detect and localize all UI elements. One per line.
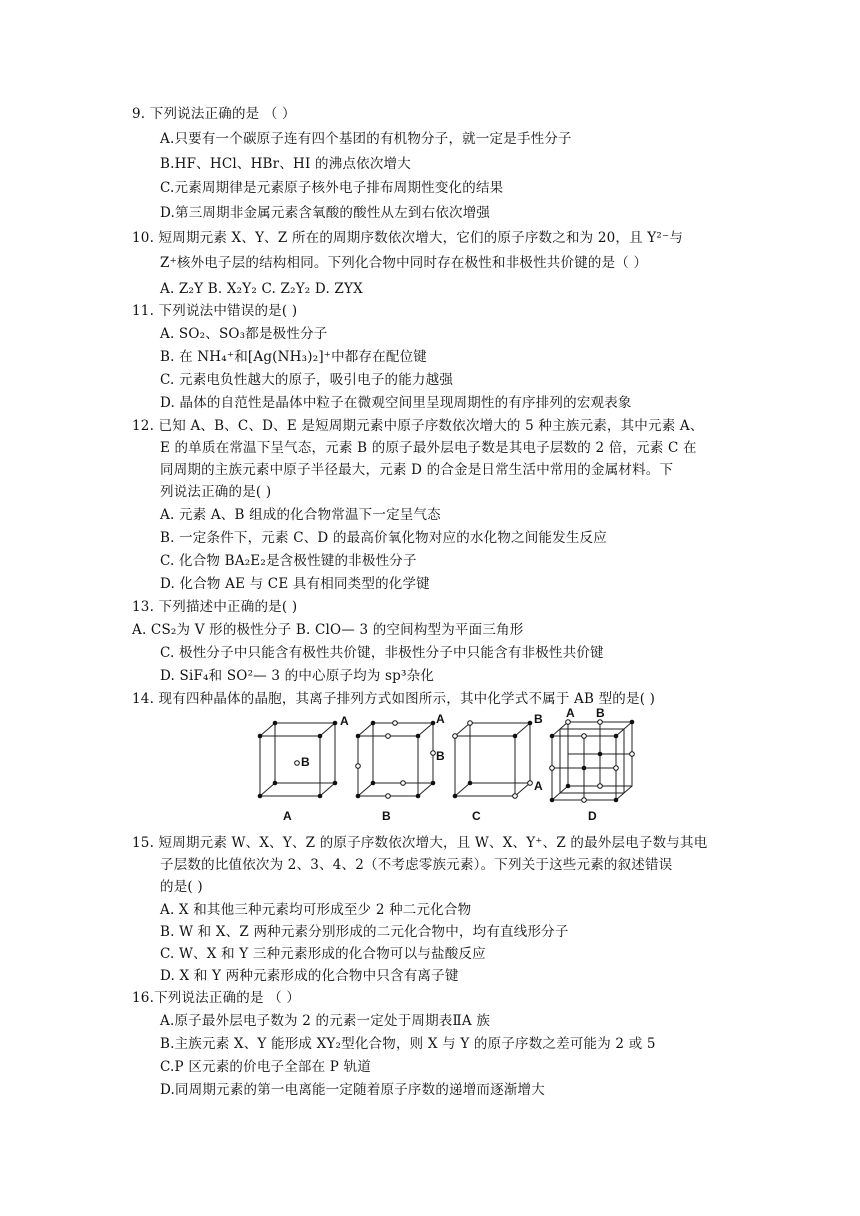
question-16-stem: 16.下列说法正确的是 （ ） [132, 990, 301, 1006]
question-9-option-b: B.HF、HCl、HBr、HI 的沸点依次增大 [160, 156, 411, 172]
question-13-option-ab: A. CS₂为 V 形的极性分子 B. ClO— 3 的空间构型为平面三角形 [132, 622, 524, 638]
figure-caption-a: A [283, 809, 292, 823]
question-13-option-d: D. SiF₄和 SO²— 3 的中心原子均为 sp³杂化 [160, 668, 435, 684]
cell-a-point-label-a: A [340, 714, 349, 728]
question-11-option-b: B. 在 NH₄⁺和[Ag(NH₃)₂]⁺中都存在配位键 [160, 349, 428, 365]
cell-d-drawing [552, 722, 632, 800]
question-11-stem: 11. 下列说法中错误的是( ) [132, 303, 298, 319]
question-16-option-b: B.主族元素 X、Y 能形成 XY₂型化合物，则 X 与 Y 的原子序数之差可能为 2 或 5 [160, 1036, 656, 1052]
cell-c-drawing [455, 723, 530, 796]
cell-d-point-label-b: B [596, 708, 605, 720]
question-15-option-d: D. X 和 Y 两种元素形成的化合物中只含有离子键 [160, 968, 459, 984]
question-15-option-c: C. W、X 和 Y 三种元素形成的化合物可以与盐酸反应 [160, 946, 486, 962]
question-16-option-d: D.同周期元素的第一电离能一定随着原子序数的递增而逐渐增大 [160, 1082, 545, 1098]
figure-caption-b: B [382, 809, 391, 823]
cell-c-point-label-a: A [534, 779, 543, 793]
question-15-stem-cont-2: 的是( ) [160, 879, 203, 895]
question-10-stem: 10. 短周期元素 X、Y、Z 所在的周期序数依次增大，它们的原子序数之和为 20，且 Y²⁻与 [132, 230, 684, 246]
figure-caption-d: D [588, 809, 597, 823]
question-10-stem-cont: Z⁺核外电子层的结构相同。下列化合物中同时存在极性和非极性共价键的是（ ） [160, 255, 648, 271]
cell-a-point-label-b: B [301, 755, 310, 769]
cell-b-point-label-a: A [436, 712, 445, 726]
question-11-option-d: D. 晶体的自范性是晶体中粒子在微观空间里呈现周期性的有序排列的宏观表象 [160, 395, 632, 411]
question-15-option-a: A. X 和其他三种元素均可形成至少 2 种二元化合物 [160, 902, 472, 918]
question-15-stem-cont-1: 子层数的比值依次为 2、3、4、2（不考虑零族元素）。下列关于这些元素的叙述错误 [160, 857, 673, 873]
question-9-option-d: D.第三周期非金属元素含氧酸的酸性从左到右依次增强 [160, 205, 491, 221]
question-12-stem-cont-2: 同周期的主族元素中原子半径最大，元素 D 的合金是日常生活中常用的金属材料。下 [160, 462, 674, 478]
question-15-option-b: B. W 和 X、Z 两种元素分别形成的二元化合物中，均有直线形分子 [160, 924, 569, 940]
question-12-option-a: A. 元素 A、B 组成的化合物常温下一定呈气态 [160, 507, 441, 523]
question-11-option-a: A. SO₂、SO₃都是极性分子 [160, 326, 328, 342]
question-10-options: A. Z₂Y B. X₂Y₂ C. Z₂Y₂ D. ZYX [160, 281, 363, 297]
crystal-cells-figure [250, 708, 640, 826]
question-12-option-b: B. 一定条件下，元素 C、D 的最高价氧化物对应的水化物之间能发生反应 [160, 530, 607, 546]
cell-b-point-label-b: B [436, 749, 445, 763]
question-9-stem: 9. 下列说法正确的是 （ ） [132, 106, 296, 122]
question-12-stem-cont-3: 列说法正确的是( ) [160, 484, 272, 500]
question-14-stem: 14. 现有四种晶体的晶胞，其离子排列方式如图所示，其中化学式不属于 AB 型的是( ) [132, 691, 656, 707]
crystal-cells-svg [250, 708, 640, 826]
cell-b-drawing [358, 723, 433, 796]
question-16-option-a: A.原子最外层电子数为 2 的元素一定处于周期表ⅡA 族 [160, 1013, 491, 1029]
question-13-stem: 13. 下列描述中正确的是( ) [132, 599, 298, 615]
question-12-stem: 12. 已知 A、B、C、D、E 是短周期元素中原子序数依次增大的 5 种主族元素，其中元素 A、 [132, 418, 704, 434]
question-12-option-d: D. 化合物 AE 与 CE 具有相同类型的化学键 [160, 576, 430, 592]
question-13-option-c: C. 极性分子中只能含有极性共价键，非极性分子中只能含有非极性共价键 [160, 645, 604, 661]
question-15-stem: 15. 短周期元素 W、X、Y、Z 的原子序数依次增大，且 W、X、Y⁺、Z 的最外层电子数与其电 [132, 835, 708, 851]
question-12-option-c: C. 化合物 BA₂E₂是含极性键的非极性分子 [160, 553, 417, 569]
cell-a-drawing [260, 723, 335, 796]
question-12-stem-cont-1: E 的单质在常温下呈气态，元素 B 的原子最外层电子数是其电子层数的 2 倍，元素 C 在 [160, 440, 697, 456]
figure-caption-c: C [472, 809, 481, 823]
question-16-option-c: C.P 区元素的价电子全部在 P 轨道 [160, 1059, 371, 1075]
question-11-option-c: C. 元素电负性越大的原子，吸引电子的能力越强 [160, 372, 454, 388]
cell-c-point-label-b: B [534, 712, 543, 726]
cell-d-point-label-a: A [566, 708, 575, 720]
question-9-option-a: A.只要有一个碳原子连有四个基团的有机物分子，就一定是手性分子 [160, 131, 572, 147]
question-9-option-c: C.元素周期律是元素原子核外电子排布周期性变化的结果 [160, 180, 504, 196]
